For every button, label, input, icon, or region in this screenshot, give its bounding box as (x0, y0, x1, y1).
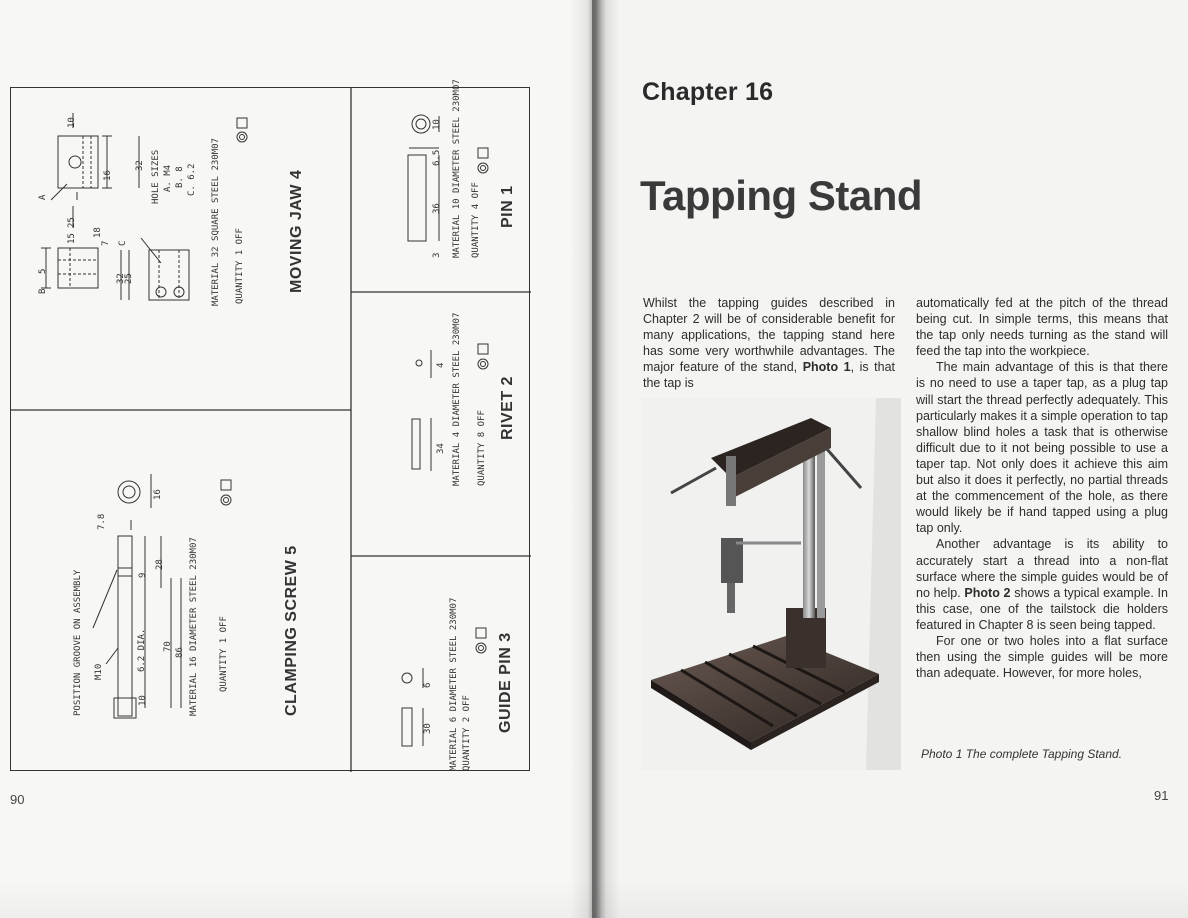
moving-jaw-label-a: A (38, 194, 48, 200)
photo-caption: Photo 1 The complete Tapping Stand. (921, 747, 1123, 761)
paragraph: The main advantage of this is that there is no need to use a taper tap, as a plug tap will start the thread perfectly adequately. This particularly makes it a simple operation to tap shallow blind holes a task that is otherwise difficult due to it not being possible to use a taper tap. Not only does it achieve this aim but also it does it perfectly, no partial threads at the commencement of the hole, as there would likely be if hand tapped using a plug tap only. (916, 360, 1168, 536)
moving-jaw-drawing (41, 113, 189, 300)
moving-jaw-dim-5: 32 (135, 160, 145, 171)
guide-pin-title: GUIDE PIN 3 (497, 632, 514, 733)
guide-pin-dim-1: 6 (423, 682, 433, 688)
rivet-quantity: QUANTITY 8 OFF (477, 410, 487, 486)
text-run: Another advantage is its ability to accurately start a thread into a non-flat surface where the simple guides would be of no help. (916, 537, 1168, 600)
clamping-screw-dim-6: 10 (138, 695, 148, 706)
clamping-screw-title: CLAMPING SCREW 5 (283, 545, 300, 716)
rivet-material: MATERIAL 4 DIAMETER STEEL 230M07 (452, 312, 462, 486)
guide-pin-quantity: QUANTITY 2 OFF (462, 695, 472, 771)
moving-jaw-material: MATERIAL 32 SQUARE STEEL 230M07 (211, 138, 221, 306)
pin-icons (478, 148, 488, 173)
tapping-stand-image (641, 398, 901, 770)
moving-jaw-dim-8: 32 (116, 273, 126, 284)
moving-jaw-dim-7: 7 (101, 240, 111, 246)
moving-jaw-dim-6: 18 (93, 227, 103, 238)
moving-jaw-hole-c: C. 6.2 (187, 163, 197, 196)
moving-jaw-title: MOVING JAW 4 (288, 169, 305, 293)
page-bottom-edge (0, 878, 1188, 918)
moving-jaw-dim-2: 15 (67, 233, 77, 244)
clamping-screw-dim-0: 7.8 (97, 513, 107, 530)
moving-jaw-label-c: C (118, 240, 128, 246)
pin-drawing (408, 115, 439, 241)
rivet-dim-1: 4 (436, 362, 446, 368)
moving-jaw-dim-3: 10 (67, 117, 77, 128)
moving-jaw-hole-b: B. 8 (175, 166, 185, 188)
rivet-dim-0: 34 (436, 443, 446, 454)
guide-pin-material: MATERIAL 6 DIAMETER STEEL 230M07 (449, 597, 459, 771)
clamping-screw-quantity: QUANTITY 1 OFF (219, 616, 229, 692)
clamping-screw-dim-2: 9 (138, 572, 148, 578)
moving-jaw-hole-a: A. M4 (163, 164, 173, 192)
clamping-screw-drawing (93, 474, 181, 718)
rivet-title: RIVET 2 (499, 376, 516, 440)
moving-jaw-dim-0: 5 (38, 268, 48, 274)
paragraph (643, 295, 895, 392)
pin-dim-3: 10 (432, 119, 442, 130)
paragraph: For one or two holes into a flat surface then using the simple guides will be more than adequate. However, for more holes, (916, 633, 1168, 681)
clamping-screw-icons (221, 480, 231, 505)
text-run: shows a typical example. In this case, one of the tailstock die holders featured in Chapter 8 is seen being tapped. (916, 585, 1168, 632)
text-run: , is that the tap is (643, 360, 895, 391)
page-number-right: 91 (1154, 788, 1169, 803)
photo-tapping-stand (641, 398, 901, 770)
rivet-icons (478, 344, 488, 369)
pin-dim-1: 36 (432, 203, 442, 214)
paragraph (916, 536, 1168, 633)
clamping-screw-note: POSITION GROOVE ON ASSEMBLY (73, 569, 83, 716)
photo-reference: Photo 1 (802, 360, 851, 375)
clamping-screw-dim-5: 86 (175, 647, 185, 658)
moving-jaw-icons (237, 118, 247, 142)
moving-jaw-hole-sizes-title: HOLE SIZES (151, 149, 161, 204)
gutter-shadow (592, 0, 606, 918)
moving-jaw-dim-4: 16 (103, 170, 113, 181)
clamping-screw-material: MATERIAL 16 DIAMETER STEEL 230M07 (189, 537, 199, 716)
text-run: Whilst the tapping guides described in Chapter 2 will be of considerable benefit for many applications, the tapping stand here has some very worthwhile advantages. The major feature of the stand, (643, 296, 895, 375)
guide-pin-dim-0: 30 (423, 723, 433, 734)
pin-dim-0: 3 (432, 252, 442, 258)
body-column-1 (643, 295, 895, 392)
guide-pin-icons (476, 628, 486, 653)
moving-jaw-quantity: QUANTITY 1 OFF (235, 228, 245, 304)
pin-title: PIN 1 (499, 185, 516, 228)
clamping-screw-thread: M10 (94, 663, 104, 680)
moving-jaw-dim-9: 25 (124, 273, 134, 284)
body-column-2 (916, 295, 1168, 681)
clamping-screw-dim-3: 28 (155, 559, 165, 570)
clamping-screw-dim-1: 16 (153, 489, 163, 500)
pin-material: MATERIAL 10 DIAMETER STEEL 230M07 (452, 79, 462, 258)
chapter-title: Tapping Stand (640, 172, 923, 219)
pin-dim-2: 6.5 (432, 149, 442, 166)
paragraph: automatically fed at the pitch of the thread being cut. In simple terms, this means that the tap only needs turning as the stand will feed the tap into the workpiece. (916, 296, 1168, 359)
photo-reference: Photo 2 (964, 585, 1011, 600)
pin-quantity: QUANTITY 4 OFF (471, 182, 481, 258)
guide-pin-drawing (402, 668, 423, 746)
engineering-drawing-frame (10, 79, 530, 771)
chapter-label: Chapter 16 (642, 78, 774, 106)
rivet-drawing (412, 350, 431, 471)
moving-jaw-dim-1: 25 (67, 217, 77, 228)
clamping-screw-dim-4: 70 (163, 641, 173, 652)
left-page (0, 0, 592, 918)
page-number-left: 90 (10, 792, 25, 807)
clamping-screw-dia: 6.2 DIA. (137, 628, 147, 672)
moving-jaw-label-b: B (38, 288, 48, 294)
